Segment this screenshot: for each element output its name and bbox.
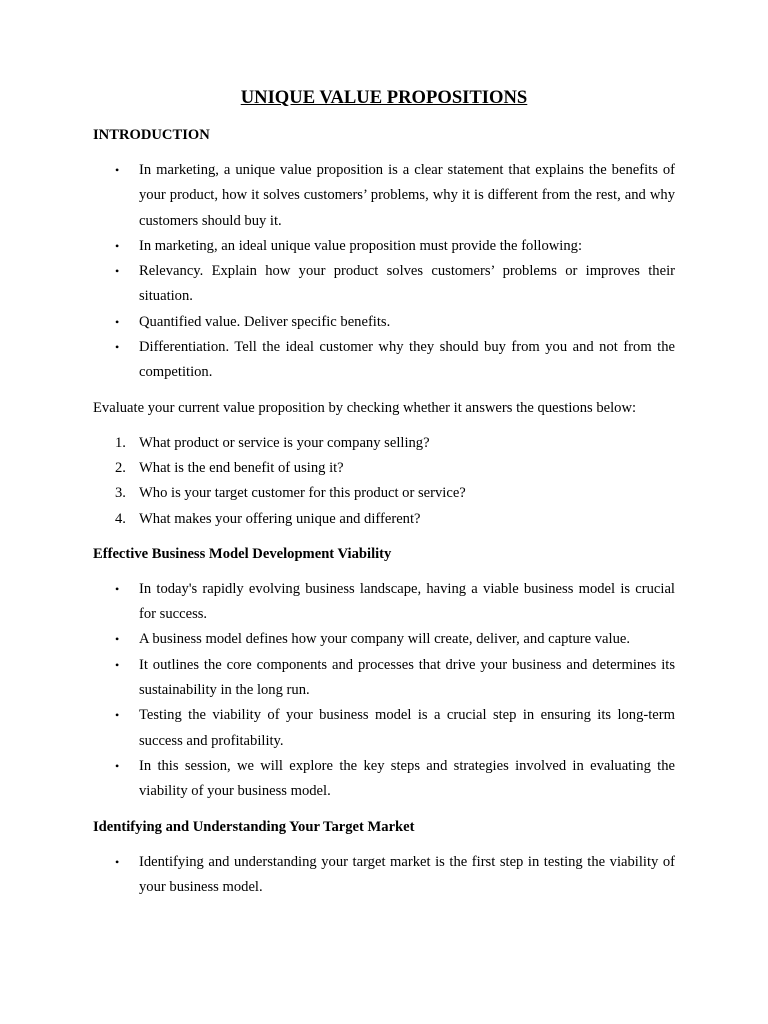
- document-title: UNIQUE VALUE PROPOSITIONS: [240, 87, 528, 108]
- bullet-icon: •: [115, 238, 120, 253]
- bullet-icon: •: [115, 758, 120, 773]
- evaluate-paragraph: Evaluate your current value proposition by checking whether it answers the questions below:: [93, 399, 637, 416]
- bullet-icon: •: [115, 854, 120, 869]
- list-item: • In marketing, a unique value proposition is a clear statement that explains the benefits of your product, how it solves customers’ problems, why it is different from the rest, and why customers should buy it.: [93, 158, 675, 234]
- list-item: • In marketing, an ideal unique value proposition must provide the following:: [93, 234, 675, 259]
- questions-list: [93, 431, 675, 532]
- viability-heading: Effective Business Model Development Viability: [93, 545, 392, 562]
- document-page: [93, 86, 675, 900]
- list-item: • Quantified value. Deliver specific benefits.: [93, 310, 675, 335]
- list-item: 4. What makes your offering unique and different?: [115, 510, 421, 527]
- list-item: • Identifying and understanding your target market is the first step in testing the viability of your business model.: [93, 850, 675, 901]
- intro-bullet-list: [93, 158, 675, 386]
- list-item: 3. Who is your target customer for this product or service?: [115, 485, 466, 502]
- list-item: 2. What is the end benefit of using it?: [115, 459, 344, 476]
- bullet-icon: •: [115, 264, 120, 279]
- list-item: 1. What product or service is your company selling?: [115, 434, 430, 451]
- target-market-heading: Identifying and Understanding Your Target Market: [93, 818, 415, 835]
- target-bullet-list: [93, 850, 675, 901]
- bullet-icon: •: [115, 657, 120, 672]
- viability-bullet-list: [93, 577, 675, 805]
- bullet-icon: •: [115, 163, 120, 177]
- bullet-icon: •: [115, 632, 120, 647]
- list-item: • A business model defines how your company will create, deliver, and capture value.: [93, 627, 675, 652]
- list-item: • Testing the viability of your business model is a crucial step in ensuring its long-term success and profitability.: [93, 703, 675, 754]
- list-item: • In this session, we will explore the key steps and strategies involved in evaluating the viability of your business model.: [93, 754, 675, 805]
- list-item: • Relevancy. Explain how your product solves customers’ problems or improves their situation.: [93, 259, 675, 310]
- bullet-icon: •: [115, 340, 120, 355]
- list-item: • In today's rapidly evolving business landscape, having a viable business model is crucial for success.: [93, 577, 675, 628]
- bullet-icon: •: [115, 708, 120, 723]
- bullet-icon: •: [115, 581, 120, 596]
- intro-heading: INTRODUCTION: [93, 127, 210, 143]
- list-item: • It outlines the core components and processes that drive your business and determines its sustainability in the long run.: [93, 653, 675, 704]
- bullet-icon: •: [115, 314, 120, 329]
- list-item: • Differentiation. Tell the ideal customer why they should buy from you and not from the competition.: [93, 335, 675, 386]
